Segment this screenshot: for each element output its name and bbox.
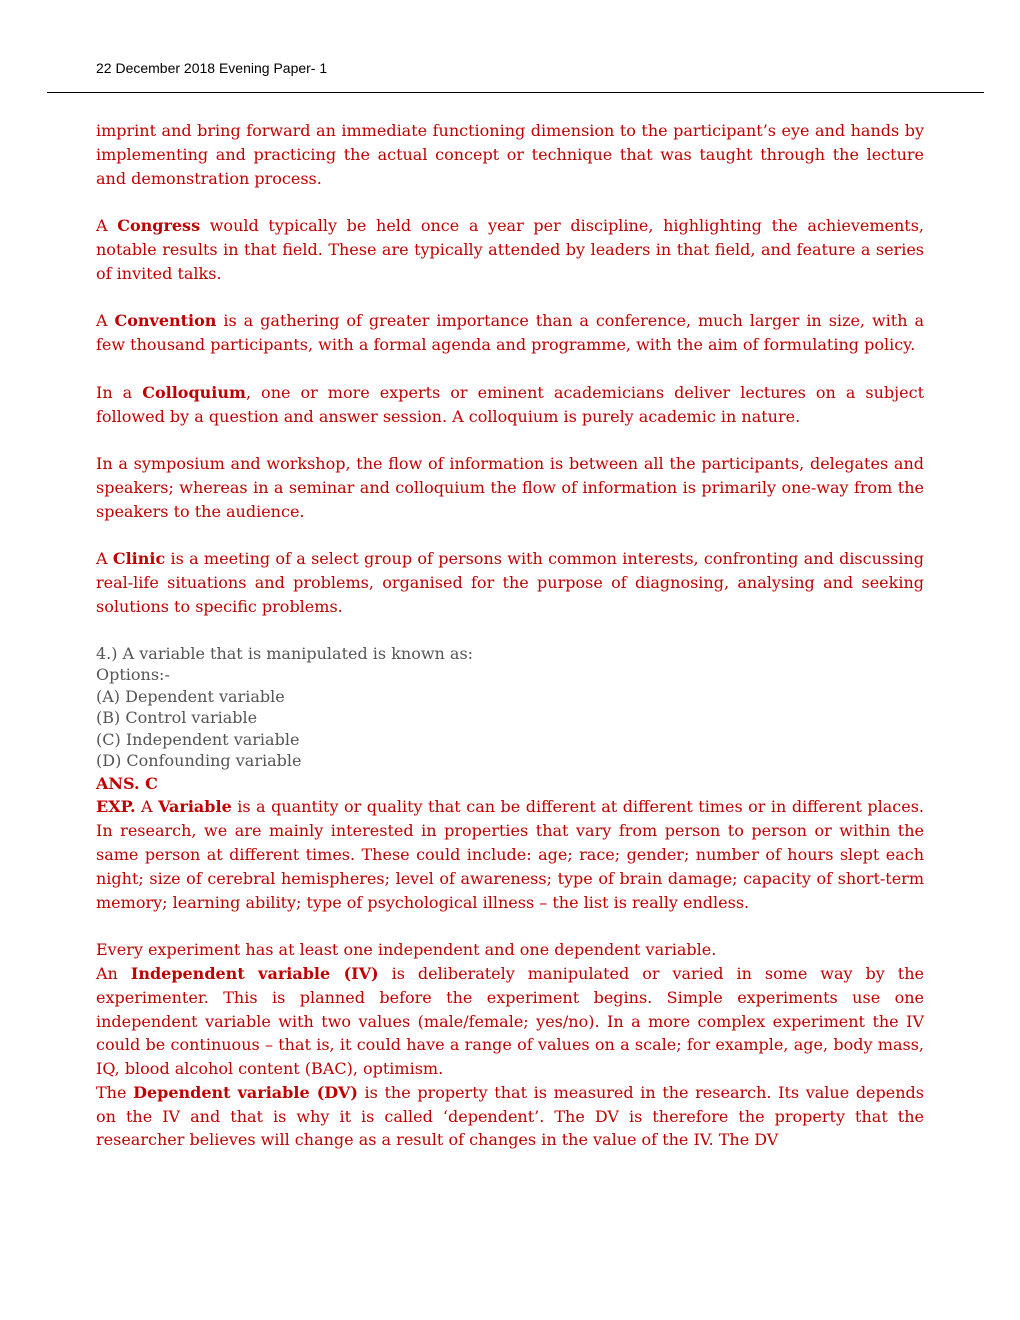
term-colloquium: Colloquium <box>142 382 246 402</box>
paragraph-prefix: An <box>96 963 131 983</box>
answer-text: ANS. C <box>96 773 158 793</box>
paragraph-text: is a meeting of a select group of persons with common interests, confronting and discussing real-life situations and problems, organised for the purpose of diagnosing, analysing and seeking solutions to specific problems. <box>96 549 924 616</box>
options-label: Options:- <box>96 665 170 685</box>
answer-label <box>96 772 924 796</box>
paragraph-clinic <box>96 547 924 618</box>
question-block <box>96 643 924 772</box>
paragraph-prefix: The <box>96 1082 134 1102</box>
option-b: (B) Control variable <box>96 708 258 728</box>
page-header: 22 December 2018 Evening Paper- 1 <box>96 60 328 76</box>
term-variable: Variable <box>158 797 232 817</box>
paragraph-text: would typically be held once a year per discipline, highlighting the achievements, notable results in that field. These are typically attended by leaders in that field, and feature a series of invited talks. <box>96 216 925 283</box>
exp-label: EXP. <box>96 797 136 817</box>
paragraph-every-experiment: Every experiment has at least one independent and one dependent variable. <box>96 940 717 960</box>
paragraph-text: is the property that is measured in the research. Its value depends on the IV and that is why it is called ‘dependent’. The DV is therefore the property that the researcher believes will change as a result of changes in the value of the IV. The DV <box>96 1082 924 1150</box>
paragraph-prefix: A <box>96 311 115 331</box>
question-stem: 4.) A variable that is manipulated is known as: <box>96 643 474 663</box>
paragraph-congress <box>96 214 924 285</box>
term-clinic: Clinic <box>112 549 166 569</box>
paragraph-dependent-variable <box>96 1081 924 1152</box>
option-d: (D) Confounding variable <box>96 751 302 771</box>
paragraph-text: is a quantity or quality that can be different at different times or in different places. In research, we are mainly interested in properties that vary from person to person or within the same person at different times. These could include: age; race; gender; number of hours slept each night; size of cerebral hemispheres; level of awareness; type of brain damage; capacity of short-term memory; learning ability; type of psychological illness – the list is really endless. <box>96 797 924 912</box>
paragraph-information-flow: In a symposium and workshop, the flow of information is between all the participants, delegates and speakers; whereas in a seminar and colloquium the flow of information is primarily one-way from the speakers to the audience. <box>96 454 924 521</box>
option-a: (A) Dependent variable <box>96 686 285 706</box>
term-independent-variable: Independent variable (IV) <box>130 963 379 983</box>
term-dependent-variable: Dependent variable (DV) <box>133 1082 358 1102</box>
term-congress: Congress <box>117 216 201 236</box>
paragraph-colloquium <box>96 381 924 429</box>
paragraph-text: is a gathering of greater importance than a conference, much larger in size, with a few thousand participants, with a formal agenda and programme, with the aim of formulating policy. <box>96 311 924 355</box>
paragraph-prefix: A <box>96 216 118 236</box>
paragraph-prefix: A <box>96 549 113 569</box>
paragraph-demonstration: imprint and bring forward an immediate functioning dimension to the participant’s eye and hands by implementing and practicing the actual concept or technique that was taught through the lecture and demonstration process. <box>96 121 924 188</box>
paragraph-variable-explanation <box>96 795 924 914</box>
paragraph-prefix: A <box>135 797 159 817</box>
page-content <box>96 119 924 1152</box>
paragraph-prefix: In a <box>96 382 143 402</box>
paragraph-text: is deliberately manipulated or varied in some way by the experimenter. This is planned before the experiment begins. Simple experiments use one independent variable with two values (male/female; yes/no). In a more complex experiment the IV could be continuous – that is, it could have a range of values on a scale; for example, age, body mass, IQ, blood alcohol content (BAC), optimism. <box>96 963 925 1079</box>
paragraph-convention <box>96 309 924 357</box>
option-c: (C) Independent variable <box>96 729 300 749</box>
term-convention: Convention <box>114 311 217 331</box>
paragraph-text: , one or more experts or eminent academicians deliver lectures on a subject followed by a question and answer session. A colloquium is purely academic in nature. <box>96 382 924 426</box>
paragraph-independent-variable <box>96 962 924 1081</box>
header-divider <box>47 92 984 93</box>
